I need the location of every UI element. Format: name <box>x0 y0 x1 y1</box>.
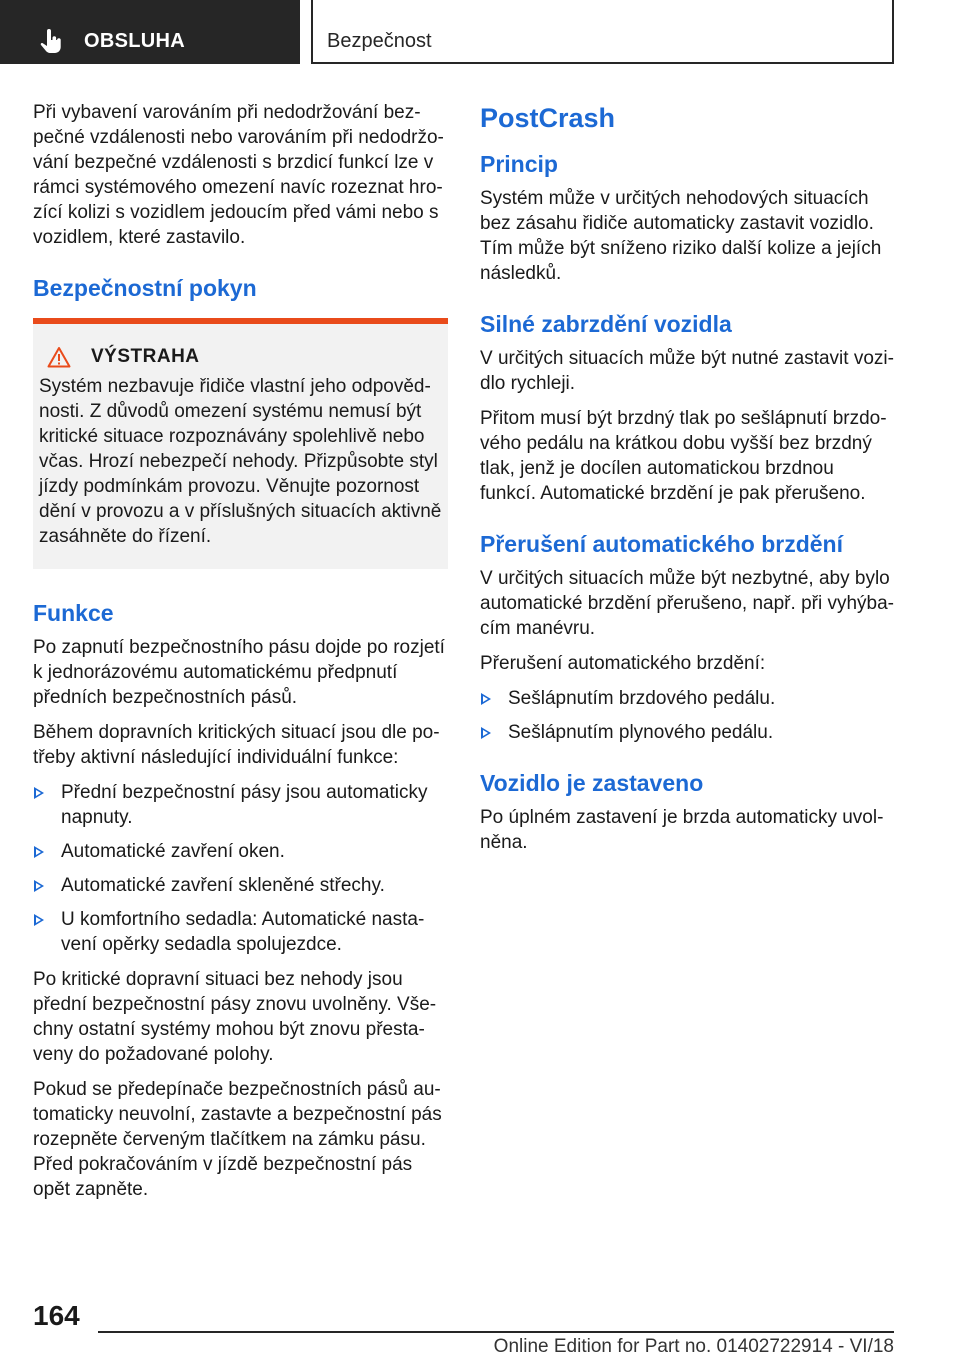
funkce-paragraph-1: Po zapnutí bezpečnostního pásu dojde po rozjetí k jednorázovému automatickému předpnutí předních bezpečnostních pásů. <box>33 637 445 708</box>
list-item: Sešlápnutím plynového pedálu. <box>480 720 895 745</box>
bullet-triangle-icon <box>34 880 44 892</box>
silne-paragraph-1: V určitých situacích může být nutné zastavit vozidlo rychleji. <box>480 348 894 394</box>
preruseni-paragraph-2: Přerušení automatického brzdění: <box>480 653 766 674</box>
warning-box <box>33 318 448 569</box>
footer-edition: Online Edition for Part no. 01402722914 - VI/18 <box>493 1336 894 1357</box>
warning-text: Systém nezbavuje řidiče vlastní jeho odpovědnosti. Z důvodů omezení systému nemusí být kritické situace rozpoznávány spolehlivě nebo včas. Hrozí nebezpečí nehody. Přizpůsobte styl jízdy podmínkám provozu. Věnujte pozornost dění v provozu a v příslušných situacích aktivně zasáhněte do řízení. <box>39 376 442 547</box>
chapter-tab[interactable] <box>311 0 894 64</box>
funkce-heading: Funkce <box>33 600 114 626</box>
list-item: Přední bezpečnostní pásy jsou automaticky napnuty. <box>33 780 448 830</box>
bullet-triangle-icon <box>481 727 491 739</box>
list-item: Automatické zavření skleněné střechy. <box>33 873 448 898</box>
warning-title: VÝSTRAHA <box>91 346 200 367</box>
intro-paragraph: Při vybavení varováním při nedodržování bezpečné vzdálenosti nebo varováním při nedodržování bezpečné vzdálenosti s brzdicí funkcí lze v rámci systémového omezení navíc rozeznat hrozící kolizi s vozidlem jedoucím před vámi nebo s vozidlem, které zastavilo. <box>33 102 444 248</box>
zastaveno-paragraph: Po úplném zastavení je brzda automaticky uvolněna. <box>480 807 884 853</box>
postcrash-heading: PostCrash <box>480 103 616 133</box>
zastaveno-heading: Vozidlo je zastaveno <box>480 770 704 796</box>
funkce-paragraph-2: Během dopravních kritických situací jsou dle potřeby aktivní následující individuální funkce: <box>33 722 440 768</box>
princip-heading: Princip <box>480 151 558 177</box>
left-column <box>33 100 448 1212</box>
funkce-list <box>33 780 448 957</box>
right-column <box>480 100 895 865</box>
list-item: U komfortního sedadla: Automatické nastavení opěrky sedadla spolujezdce. <box>33 907 448 957</box>
list-item: Automatické zavření oken. <box>33 839 448 864</box>
bullet-triangle-icon <box>34 787 44 799</box>
preruseni-heading: Přerušení automatického brzdění <box>480 531 843 557</box>
funkce-paragraph-3: Po kritické dopravní situaci bez nehody jsou přední bezpečnostní pásy znovu uvolněny. Všechny ostatní systémy mohou být znovu přestaveny do požadované polohy. <box>33 969 437 1065</box>
warning-triangle-icon <box>47 346 71 368</box>
section-tab-label: OBSLUHA <box>84 30 185 52</box>
hand-pointer-icon <box>38 28 64 54</box>
page-number: 164 <box>33 1300 80 1331</box>
chapter-tab-label: Bezpečnost <box>327 30 432 52</box>
section-tab[interactable] <box>0 0 300 64</box>
bullet-triangle-icon <box>481 693 491 705</box>
silne-heading: Silné zabrzdění vozidla <box>480 311 732 337</box>
preruseni-list <box>480 686 895 745</box>
footer-divider <box>98 1331 894 1333</box>
list-item: Sešlápnutím brzdového pedálu. <box>480 686 895 711</box>
funkce-paragraph-4: Pokud se předepínače bezpečnostních pásů automaticky neuvolní, zastavte a bezpečnostní pás rozepněte červeným tlačítkem na zámku pásu. Před pokračováním v jízdě bezpečnostní pás opět zapněte. <box>33 1079 442 1200</box>
safety-heading: Bezpečnostní pokyn <box>33 275 257 301</box>
princip-paragraph: Systém může v určitých nehodových situacích bez zásahu řidiče automaticky zastavit vozidlo. Tím může být sníženo riziko další kolize a jejích následků. <box>480 188 882 284</box>
bullet-triangle-icon <box>34 914 44 926</box>
silne-paragraph-2: Přitom musí být brzdný tlak po sešlápnutí brzdového pedálu na krátkou dobu vyšší bez brzdný tlak, jenž je docílen automatickou brzdnou funkcí. Automatické brzdění je pak přerušeno. <box>480 408 887 504</box>
preruseni-paragraph-1: V určitých situacích může být nezbytné, aby bylo automatické brzdění přerušeno, např. při vyhýbacím manévru. <box>480 568 894 639</box>
bullet-triangle-icon <box>34 846 44 858</box>
